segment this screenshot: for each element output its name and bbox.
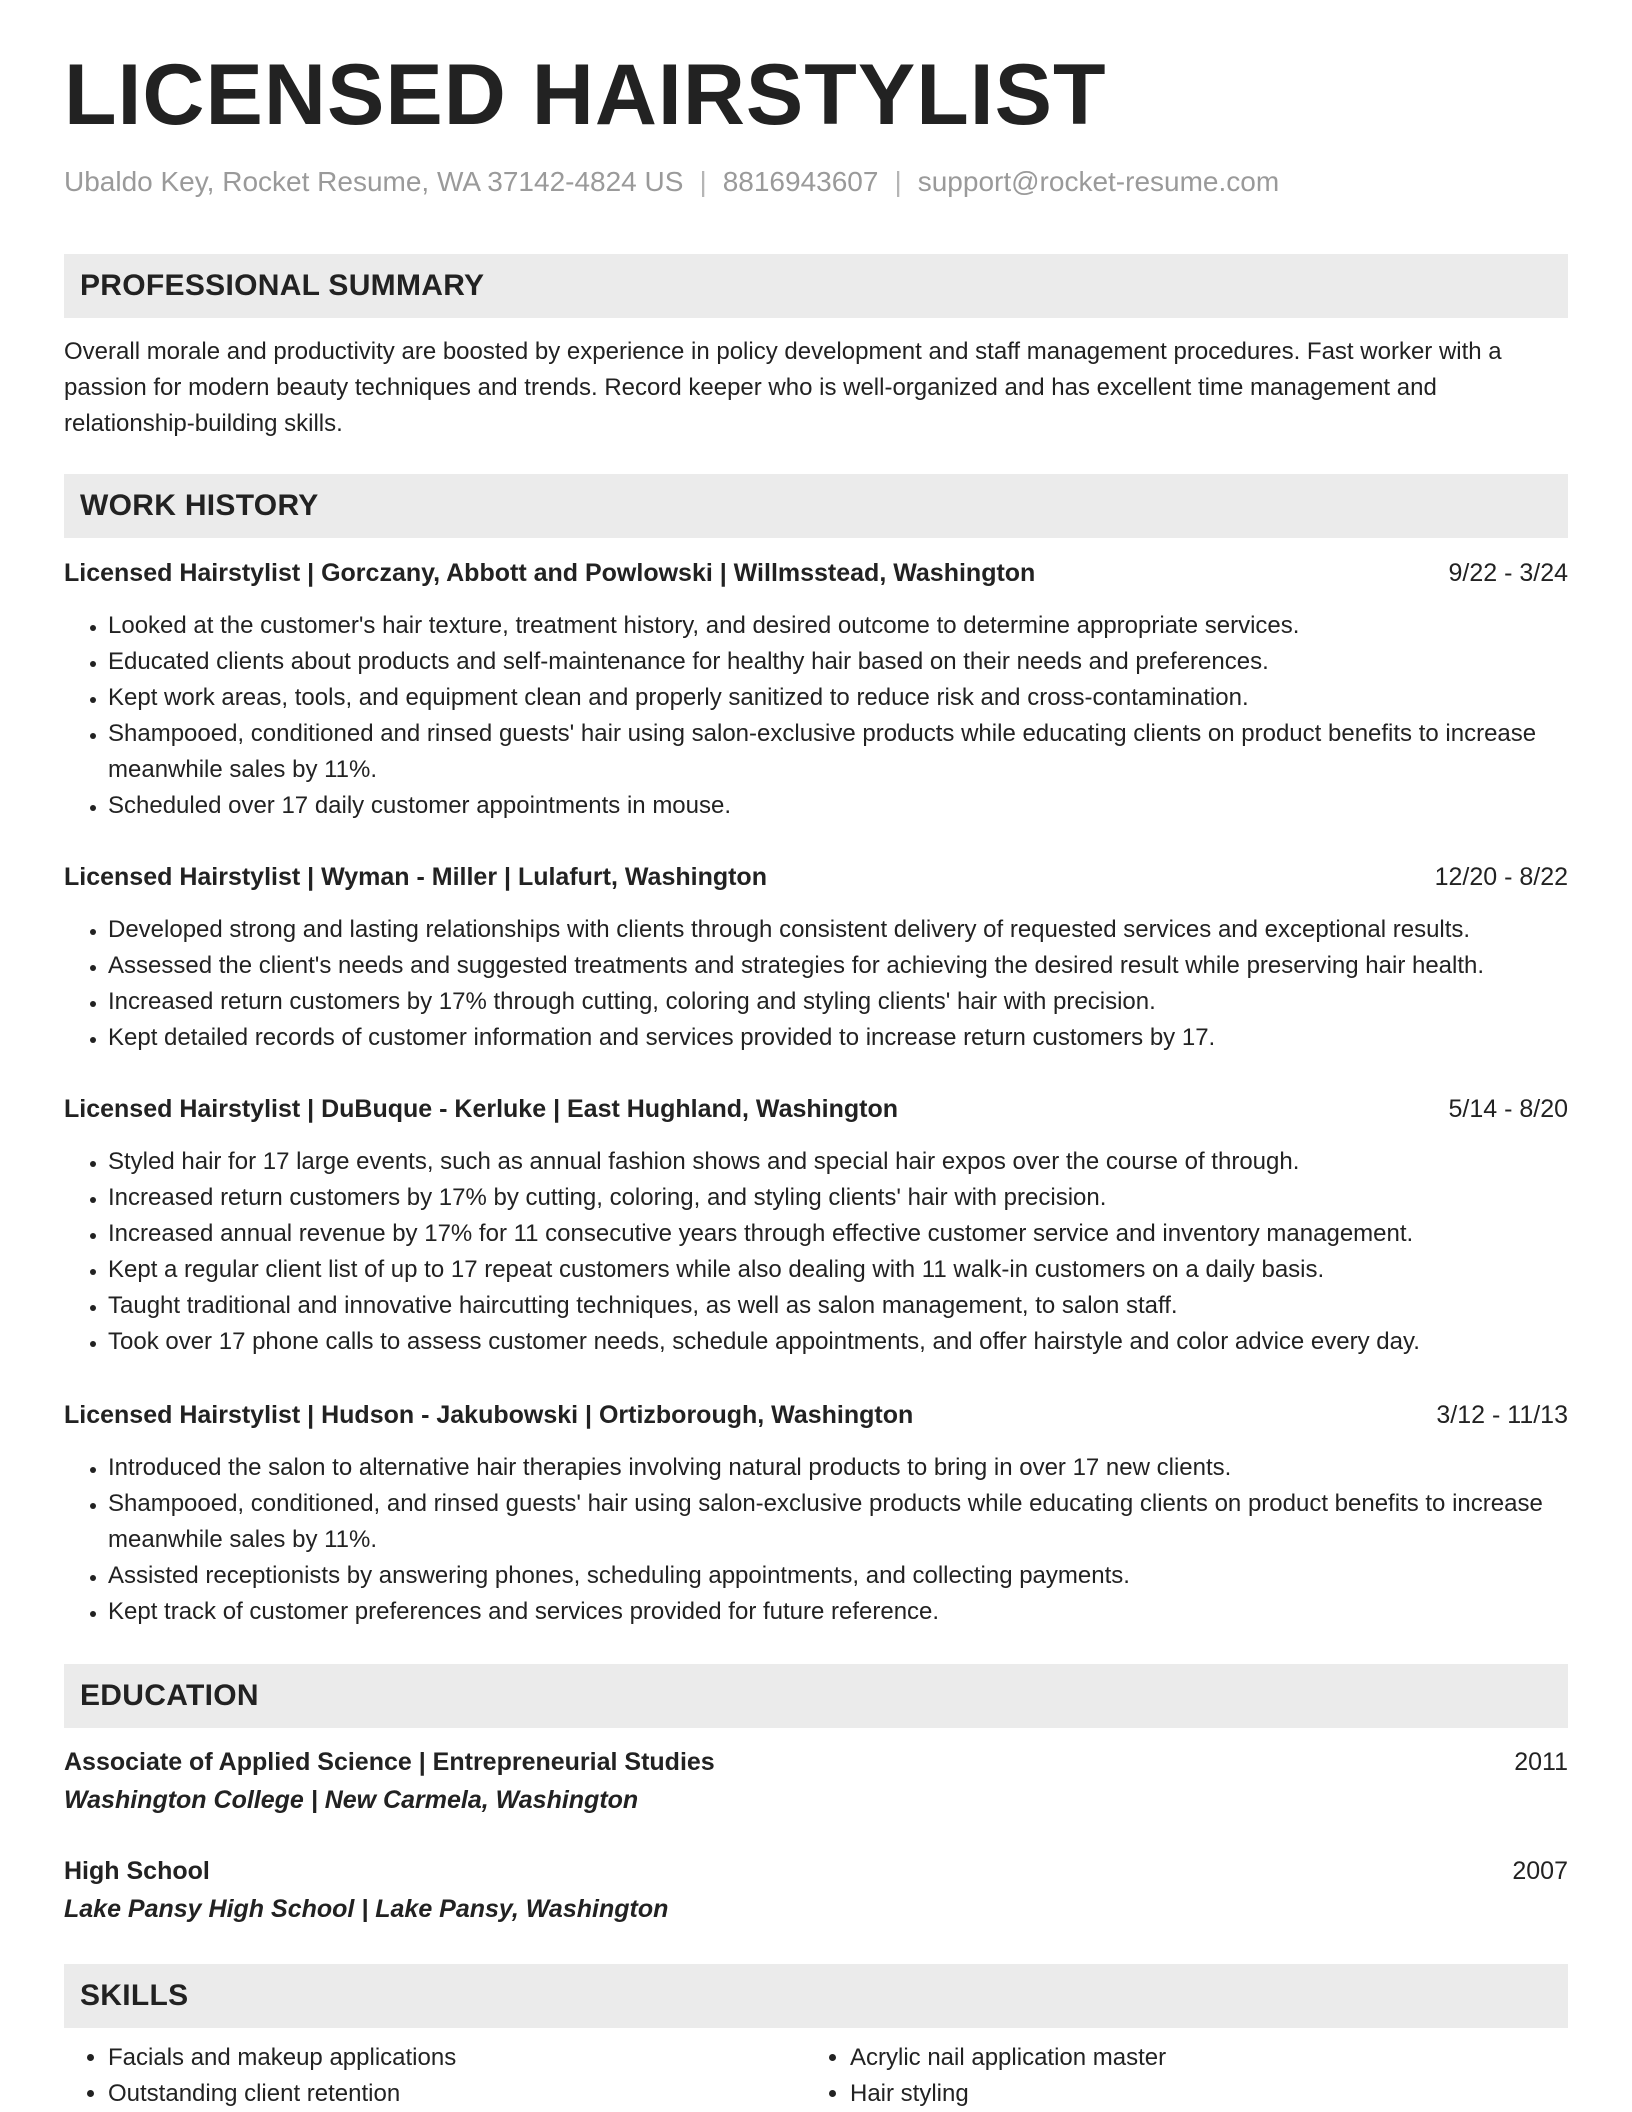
job-bullets <box>64 912 1568 1056</box>
job-bullet: • Scheduled over 17 daily customer appointments in mouse. <box>108 788 1568 824</box>
job-header <box>64 860 1568 894</box>
job-bullet: • Assessed the client's needs and suggested treatments and strategies for achieving the desired result while preserving hair health. <box>108 948 1568 984</box>
job-dates: 9/22 - 3/24 <box>1448 559 1568 587</box>
job-bullet: • Developed strong and lasting relationships with clients through consistent delivery of requested services and exceptional results. <box>108 912 1568 948</box>
job-bullets <box>64 1450 1568 1630</box>
job-bullet: • Increased return customers by 17% through cutting, coloring and styling clients' hair with precision. <box>108 984 1568 1020</box>
job-bullet: • Taught traditional and innovative haircutting techniques, as well as salon management, to salon staff. <box>108 1288 1568 1324</box>
education-year: 2011 <box>1514 1748 1568 1776</box>
education-degree: High School <box>64 1857 210 1885</box>
job-bullet: • Shampooed, conditioned, and rinsed guests' hair using salon-exclusive products while educating clients on product benefits to increase meanwhile sales by 11%. <box>108 1486 1568 1558</box>
job-dates: 12/20 - 8/22 <box>1434 863 1568 891</box>
job-bullet: • Took over 17 phone calls to assess customer needs, schedule appointments, and offer hairstyle and color advice every day. <box>108 1324 1568 1360</box>
job-bullets <box>64 1144 1568 1360</box>
summary-section-header <box>64 254 1568 318</box>
work-section-header <box>64 474 1568 538</box>
education-year: 2007 <box>1512 1857 1568 1885</box>
job-bullet: • Kept work areas, tools, and equipment clean and properly sanitized to reduce risk and cross-contamination. <box>108 680 1568 716</box>
job-bullet: • Introduced the salon to alternative hair therapies involving natural products to bring in over 17 new clients. <box>108 1450 1568 1486</box>
job-bullet: • Kept a regular client list of up to 17 repeat customers while also dealing with 11 walk-in customers on a daily basis. <box>108 1252 1568 1288</box>
contact-phone: 8816943607 <box>722 166 879 197</box>
job-bullet: • Looked at the customer's hair texture, treatment history, and desired outcome to determine appropriate services. <box>108 608 1568 644</box>
education-heading: EDUCATION <box>80 1679 259 1712</box>
education-entry <box>64 1853 1568 1927</box>
education-header <box>64 1744 1568 1780</box>
contact-line <box>64 166 1279 198</box>
summary-heading: PROFESSIONAL SUMMARY <box>80 269 485 302</box>
education-section-header <box>64 1664 1568 1728</box>
skills-section-header <box>64 1964 1568 2028</box>
summary-text: Overall morale and productivity are boosted by experience in policy development and staff management procedures. Fast worker with a passion for modern beauty techniques and trends. Record keeper who is well-organized and has excellent time management and relationship-building skills. <box>64 338 1502 437</box>
job-header <box>64 1398 1568 1432</box>
education-school: Lake Pansy High School | Lake Pansy, Washington <box>64 1895 669 1923</box>
skill-item: • Outstanding client retention <box>108 2076 806 2112</box>
education-header <box>64 1853 1568 1889</box>
skills-column-right <box>806 2040 1548 2112</box>
job-entry <box>64 1398 1568 1630</box>
work-heading: WORK HISTORY <box>80 489 319 522</box>
job-header <box>64 556 1568 590</box>
job-bullets <box>64 608 1568 824</box>
skill-item: • Acrylic nail application master <box>850 2040 1548 2076</box>
job-bullet: • Increased annual revenue by 17% for 11 consecutive years through effective customer service and inventory management. <box>108 1216 1568 1252</box>
education-school: Washington College | New Carmela, Washington <box>64 1786 639 1814</box>
job-title: Licensed Hairstylist | Gorczany, Abbott and Powlowski | Willmsstead, Washington <box>64 559 1036 587</box>
job-bullet: • Styled hair for 17 large events, such as annual fashion shows and special hair expos over the course of through. <box>108 1144 1568 1180</box>
job-title: Licensed Hairstylist | Wyman - Miller | Lulafurt, Washington <box>64 863 767 891</box>
contact-address: Ubaldo Key, Rocket Resume, WA 37142-4824 US <box>64 166 684 197</box>
contact-separator: | <box>894 166 902 197</box>
job-entry <box>64 860 1568 1056</box>
education-degree: Associate of Applied Science | Entrepreneurial Studies <box>64 1748 715 1776</box>
education-entry <box>64 1744 1568 1818</box>
job-bullet: • Kept detailed records of customer information and services provided to increase return customers by 17. <box>108 1020 1568 1056</box>
job-title: Licensed Hairstylist | Hudson - Jakubowski | Ortizborough, Washington <box>64 1401 914 1429</box>
job-dates: 5/14 - 8/20 <box>1448 1095 1568 1123</box>
contact-email: support@rocket-resume.com <box>917 166 1280 197</box>
resume-title: LICENSED HAIRSTYLIST <box>64 47 1107 143</box>
skills-list <box>64 2040 1568 2112</box>
job-bullet: • Shampooed, conditioned and rinsed guests' hair using salon-exclusive products while educating clients on product benefits to increase meanwhile sales by 11%. <box>108 716 1568 788</box>
job-entry <box>64 1092 1568 1360</box>
skill-item: • Hair styling <box>850 2076 1548 2112</box>
contact-separator: | <box>699 166 707 197</box>
skills-heading: SKILLS <box>80 1979 189 2012</box>
job-bullet: • Increased return customers by 17% by cutting, coloring, and styling clients' hair with precision. <box>108 1180 1568 1216</box>
job-title: Licensed Hairstylist | DuBuque - Kerluke | East Hughland, Washington <box>64 1095 899 1123</box>
job-bullet: • Assisted receptionists by answering phones, scheduling appointments, and collecting payments. <box>108 1558 1568 1594</box>
job-entry <box>64 556 1568 824</box>
job-dates: 3/12 - 11/13 <box>1436 1401 1568 1429</box>
job-bullet: • Kept track of customer preferences and services provided for future reference. <box>108 1594 1568 1630</box>
job-header <box>64 1092 1568 1126</box>
job-bullet: • Educated clients about products and self-maintenance for healthy hair based on their needs and preferences. <box>108 644 1568 680</box>
skills-column-left <box>64 2040 806 2112</box>
skill-item: • Facials and makeup applications <box>108 2040 806 2076</box>
